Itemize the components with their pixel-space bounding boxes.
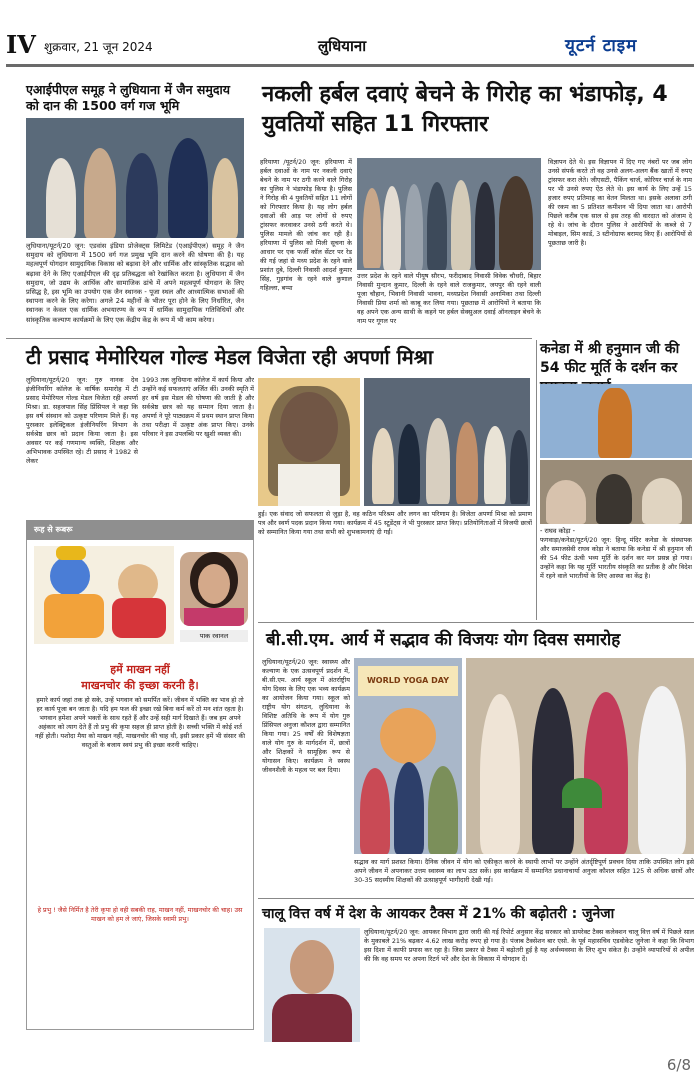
yoga-col: लुधियाना/यूटर्न/20 जून: स्वास्थ्य और कल्याण के एक उत्सवपूर्ण प्रदर्शन में, बी.सी.एम. आर्य स्कूल में अंतर्राष्ट्रीय योग दिवस के लिए एक भव्य कार्यक्रम का आयोजन किया गया। स्कूल को राष्ट्रीय योग संगठन, लुधियाना के विशिष्ट अतिथि के रूप में योग गुरु प्रिंसिपल अनुजा कौशल द्वारा सम्मानित किया गया। 25 वर्षों की विशेषज्ञता वाले योग गुरु के मार्गदर्शन में, छात्रों और शिक्षकों ने सामूहिक रूप से योगासन किए। कार्यक्रम ने स्वस्थ जीवनशैली के महत्व पर बल दिया।: [262, 658, 350, 774]
yoga-headline: बी.सी.एम. आर्य में सद्भाव की विजयः योग दिवस समारोह: [266, 630, 621, 650]
column-subhead-2: माखनचोर की इच्छा करनी है।: [81, 679, 199, 692]
column-body: हमारे कार्य जहां तक हो सके, उन्हें भगवान को समर्पित करें। जीवन में भक्ति का भाव हो तो हर कार्य पूजा बन जाता है। यदि हम फल की इच्छा रखे बिना कर्म करें तो मन शांत रहता है। भगवान हमेशा अपने भक्तों के साथ रहते हैं और उन्हें सही मार्ग दिखाते हैं। जब हम अपने अहंकार को त्याग देते हैं तो प्रभु की कृपा सहज ही प्राप्त होती है। सच्ची भक्ति में कोई शर्त नहीं होती। यशोदा मैया को माखन नहीं, माखनचोर की चाह थी, इसी प्रकार हमें भी संसार की वस्तुओं के बजाय स्वयं प्रभु की इच्छा करनी चाहिए।: [34, 696, 246, 749]
hanuman-body: फगवाड़ा/कनेडा/यूटर्न/20 जून: हिन्दू मंदिर कनेडा के संस्थापक और समाजसेवी राघव कोड़ा ने बताया कि कनेडा में श्री हनुमान जी की 54 फीट ऊंची भव्य मूर्ति के दर्शन कर मन प्रसन्न हो गया। उन्होंने कहा कि यह मूर्ति भारतीय संस्कृति का प्रतीक है और विदेश में रहने वाले भारतीयों के लिए आस्था का केंद्र है।: [540, 536, 692, 580]
divider: [536, 340, 537, 620]
page-number: IV: [6, 30, 36, 59]
yoga-banner-photo: [354, 658, 462, 854]
column-verse: हे प्रभु ! जैसे निर्मित है तेरी कृपा हो वही सबकी राह, माखन नहीं, माखनचोर की चाह। उस माखन को हम ले जाएं, जिसके स्वामी प्रभु।: [37, 906, 243, 923]
herbal-photo: [357, 158, 541, 270]
medal-col1: लुधियाना/यूटर्न/20 जून: गुरु नानक देव इंजीनियरिंग कॉलेज के वार्षिक समारोह में टी प्रसाद मेमोरियल गोल्ड मेडल विजेता रही अपर्णा मिश्रा। डा. सहजपाल सिंह प्रिंसिपल ने कहा कि इस वर्ष संस्थान को उत्कृष्ट परिणाम मिले हैं। यह पुरस्कार इलेक्ट्रिकल इंजीनियरिंग विभाग के सर्वश्रेष्ठ छात्र को प्रदान किया जाता है। इस अवसर पर कई गणमान्य व्यक्ति, शिक्षक और अभिभावक उपस्थित रहे। टी प्रसाद ने 1982 से लेकर: [26, 376, 138, 465]
author-photo: [180, 552, 248, 626]
medal-col2: 1993 तक लुधियाना कॉलेज में कार्य किया और उन्होंने कई सफलताएं अर्जित कीं। उनकी स्मृति में हर वर्ष इस मेडल की घोषणा की जाती है और सर्वश्रेष्ठ छात्र को यह सम्मान दिया जाता है। अपर्णा ने पूरे पाठ्यक्रम में प्रथम स्थान प्राप्त किया तथा परीक्षा में उत्कृष्ट अंक प्राप्त किए। उनके परिवार ने इस उपलब्धि पर खुशी व्यक्त की।: [142, 376, 254, 438]
land-donation-body: लुधियाना/यूटर्न/20 जून: एडवांस इंडिया प्रोजेक्ट्स लिमिटेड (एआईपीएल) समूह ने जैन समुदाय को लुधियाना में 1500 वर्ग गज प्रमुख भूमि दान करने की घोषणा की है। यह महत्वपूर्ण योगदान सामुदायिक विकास को बढ़ावा देने और धार्मिक और सांस्कृतिक सद्भाव को बढ़ावा देने के लिए एआईपीएल की दृढ़ प्रतिबद्धता को रेखांकित करता है। लुधियाना में जैन समुदाय, जो उद्यम के आर्थिक और सामाजिक ढांचे में अपने महत्वपूर्ण योगदान के लिए प्रसिद्ध है, इस भूमि का उपयोग एक जैन स्थानक - पूजा स्थल और आध्यात्मिक सभाओं की स्थापना करने के लिए करेगा। अगले 24 महीनों के भीतर पूरा होने के लिए निर्धारित, जैन स्थानक न केवल एक धार्मिक अभयारण्य के रूप में धार्मिक सामुदायिक गतिविधियों और सांस्कृतिक कल्याण कार्यक्रमों के लिए एक केंद्रीय केंद्र के रूप में भी काम करेगा।: [26, 242, 244, 324]
herbal-headline: नकली हर्बल दवाएं बेचने के गिरोह का भंडाफोड़, 4 युवतियों सहित 11 गिरफ्तार: [262, 82, 668, 137]
medal-group-photo: [364, 378, 530, 506]
yoga-group-photo: [466, 658, 694, 854]
yoga-banner-text: WORLD YOGA DAY: [358, 666, 458, 696]
medal-headline: टी प्रसाद मेमोरियल गोल्ड मेडल विजेता रही अपर्णा मिश्रा: [26, 345, 434, 369]
medal-winner-photo: [258, 378, 360, 506]
author-caption: पाक रवानल: [180, 630, 248, 642]
tax-person-photo: [264, 928, 360, 1042]
herbal-col1: हरियाणा /यूटर्न/20 जून: हरियाणा में हर्बल दवाओं के नाम पर नकली दवाएं बेचने के नाम पर ठगी करने वाले गिरोह का पुलिस ने भंडाफोड़ किया है। पुलिस ने गिरोह की 4 युवतियों सहित 11 लोगों को गिरफ्तार किया है। यह लोग हर्बल दवाओं की आड़ पर लोगों से रुपए ट्रांसफर करवाकर उनसे ठगी करते थे। पुलिस मामले की जांच कर रही है। हरियाणा में पुलिस को मिली सूचना के आधार पर एक फर्जी कॉल सेंटर पर रेड की गई जहां से मध्य प्रदेश के रहने वाले प्रशांत दुबे, दिल्ली निवासी आदर्श कुमार सिंह, गुड़गांव के रहने वाले कुणाल गहिल्ला, बप्पा: [260, 158, 352, 292]
tax-body: लुधियाना/यूटर्न/20 जून: आयकर विभाग द्वारा जारी की गई रिपोर्ट अनुसार केंद्र सरकार को डायरेक्ट टैक्स कलेक्शन चालू वित्त वर्ष में पिछले साल के मुकाबले 21% बढ़कर 4.62 लाख करोड़ रुपए हो गया है। पंजाब टैक्सेशन बार एसो. के पूर्व महासचिव एडवोकेट जुनेजा ने कहा कि विभाग इस दिशा में काफी प्रयास कर रहा है। जिस प्रकार से टैक्स में बढ़ोतरी हुई है यह अर्थव्यवस्था के लिए शुभ संकेत है। उन्होंने व्यापारियों से अपील की कि वह समय पर अपना रिटर्न भरें और देश के विकास में योगदान दें।: [364, 928, 694, 963]
edition-date: शुक्रवार, 21 जून 2024: [44, 40, 153, 54]
page-counter: 6/8: [666, 1056, 691, 1074]
edition-city: लुधियाना: [318, 37, 367, 55]
hanuman-statue-photo: [540, 384, 692, 458]
divider: [258, 622, 694, 623]
medal-caption: हुई। एक संवाद जो सफलता से जुड़ा है, वह कठिन परिश्रम और लगन का परिणाम है। विजेता अपर्णा मिश्रा को प्रमाण पत्र और स्वर्ण पदक प्रदान किया गया। कार्यक्रम में 45 स्टूडेंट्स ने भी पुरस्कार प्राप्त किए। प्रतियोगिताओं में विजयी छात्रों को सम्मानित किया गया तथा सभी को शुभकामनाएं दी गईं।: [258, 510, 532, 536]
land-donation-photo: [26, 118, 244, 238]
yoga-caption: सद्भाव का मार्ग प्रशस्त किया। दैनिक जीवन में योग को एकीकृत करने के स्थायी लाभों पर उन्होंने अंतर्दृष्टिपूर्ण प्रवचन दिया ताकि उपस्थित लोग इसे अपने जीवन में अपनाकर उत्तम स्वास्थ्य का लाभ उठा सकें। इस कार्यक्रम में सम्मानित प्रधानाचार्या अनुजा कौशल सहित 125 से अधिक छात्रों और 30-35 सदस्यीय शिक्षकों की उत्साहपूर्ण भागीदारी देखी गई।: [354, 858, 694, 884]
tax-headline: चालू वित्त वर्ष में देश के आयकर टैक्स में 21% की बढ़ोतरी : जुनेजा: [262, 906, 615, 922]
herbal-caption: उत्तर प्रदेश के रहने वाले पीयूष सौरभ, फरीदाबाद निवासी विवेक चौधरी, बिहार निवासी मुन्दान कुमार, दिल्ली के रहने वाले राजकुमार, जयपुर की रहने वाली पूजा चौहान, भिवानी निवासी भावना, मध्यप्रदेश निवासी अनामिका तथा दिल्ली निवासी प्रिया शर्मा को काबू कर लिया गया। पूछताछ में आरोपियों ने बताया कि वह अपने एक अन्य साथी के कहने पर हर्बल सेक्सुअल दवाई ऑनलाइन बेचने के नाम पर गूगल पर: [357, 272, 541, 325]
krishna-illustration: [34, 546, 174, 644]
masthead: [0, 0, 699, 70]
hanuman-visit-photo: [540, 460, 692, 524]
divider: [258, 898, 694, 899]
masthead-rule: [6, 64, 694, 67]
column-subhead-1: हमें माखन नहीं: [110, 663, 170, 676]
divider: [6, 338, 532, 339]
land-donation-headline: एआईपीएल समूह ने लुधियाना में जैन समुदाय को दान की 1500 वर्ग गज भूमि: [26, 82, 230, 113]
hanuman-caption-name: - राघव कोड़ा -: [540, 527, 576, 535]
brand-logo: यूटर्न टाइम: [565, 36, 638, 56]
herbal-col3: विज्ञापन देते थे। इस विज्ञापन में दिए गए नंबरों पर जब लोग उनसे संपर्क करते तो वह उनसे अलग-अलग बैंक खातों में रुपए ट्रांसफर करा लेते। जीएसटी, पैकिंग चार्ज, कोरियर चार्ज के नाम पर भी उनसे रुपए ऐंठ लेते थे। इस कार्य के लिए उन्हें 15 हजार रुपए प्रतिमाह का वेतन मिलता था। इसके अलावा ठगी की रकम का 5 प्रतिशत कमीशन भी दिया जाता था। आरोपी पिछले करीब एक साल से इस तरह की वारदात को अंजाम दे रहे थे। जांच के दौरान पुलिस ने आरोपियों के कब्जे से 7 मोबाइल, सिम कार्ड, 3 स्टीनोग्राफ बरामद किए हैं। आरोपियों से पूछताछ जारी है।: [548, 158, 692, 247]
hanuman-headline: कनेडा में श्री हनुमान जी की 54 फीट मूर्ति के दर्शन कर: [540, 341, 680, 376]
column-tag: रूह से रूबरू: [34, 525, 73, 534]
